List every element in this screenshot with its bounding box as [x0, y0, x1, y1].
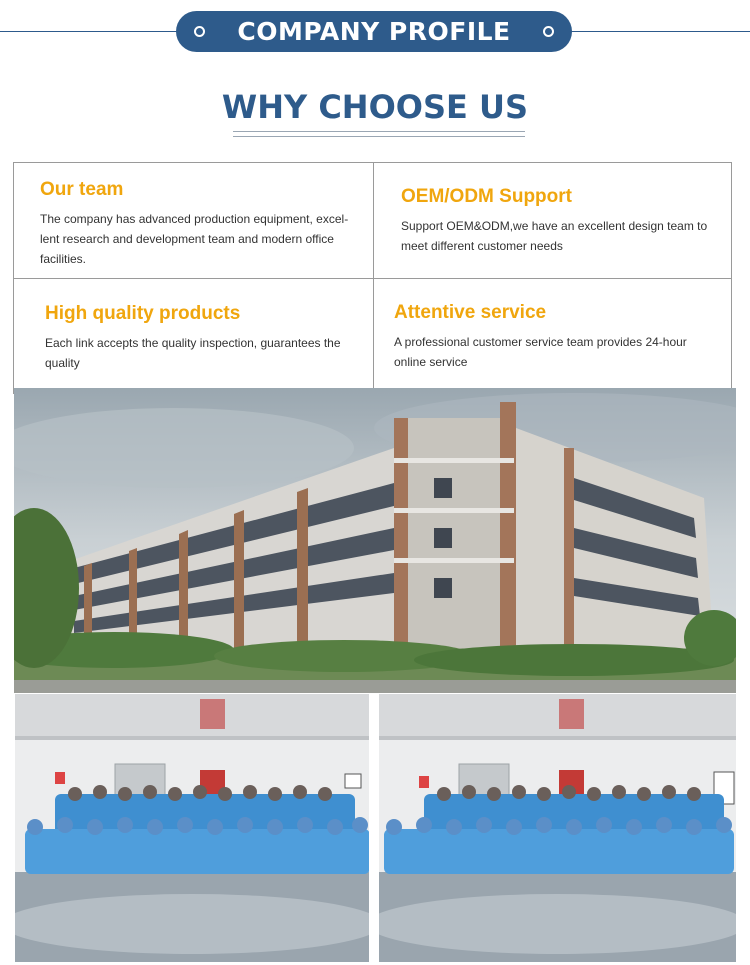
feature-description: A professional customer service team provides 24-hour online service [394, 335, 687, 369]
feature-title: High quality products [45, 303, 241, 324]
title-underline [233, 136, 525, 137]
feature-our-team [40, 179, 355, 269]
banner-line-right [570, 31, 750, 32]
circle-icon [543, 26, 554, 37]
feature-title: OEM/ODM Support [401, 186, 572, 207]
feature-description: The company has advanced production equipment, excel-lent research and development team and modern office facilities. [40, 212, 349, 266]
grid-divider-horizontal [14, 278, 731, 279]
team-group-photo-left [15, 694, 369, 962]
feature-high-quality-products [45, 303, 355, 373]
circle-icon [194, 26, 205, 37]
feature-grid [13, 162, 732, 394]
banner-title: COMPANY PROFILE [237, 17, 511, 46]
feature-description: Each link accepts the quality inspection, guarantees the quality [45, 336, 341, 370]
team-group-photo-right [379, 694, 736, 962]
company-profile-banner [176, 11, 572, 52]
feature-title: Attentive service [394, 302, 547, 323]
feature-description: Support OEM&ODM,we have an excellent design team to meet different customer needs [401, 219, 708, 253]
feature-oem-odm-support [401, 186, 716, 256]
title-underline [233, 131, 525, 132]
feature-title: Our team [40, 179, 124, 200]
banner-line-left [0, 31, 180, 32]
section-title: WHY CHOOSE US [221, 88, 529, 126]
factory-building-photo [14, 388, 736, 693]
feature-attentive-service [394, 302, 714, 372]
